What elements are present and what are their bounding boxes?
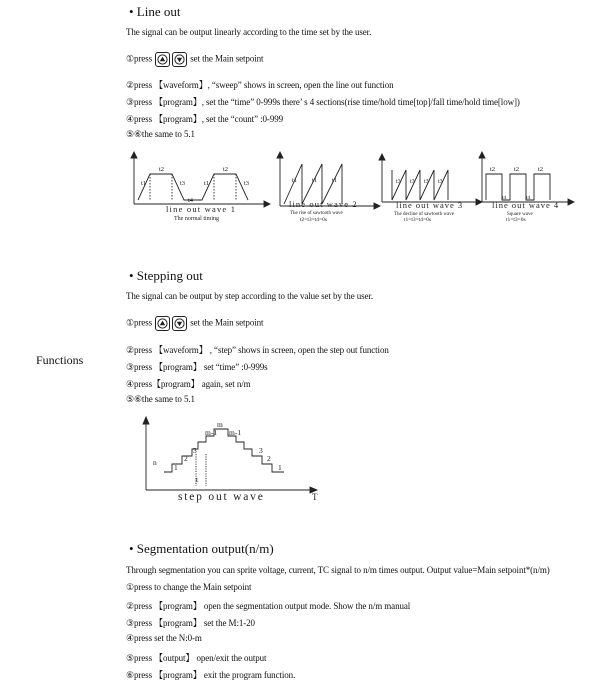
stepping-out-step-4: ④press【program】 again, set n/m [126, 379, 251, 389]
step-label: 3 [259, 446, 263, 455]
wave-1-label: t3 [244, 180, 250, 187]
wave-3-label: t3 [410, 179, 415, 185]
wave-4-label: t2 [538, 166, 544, 173]
wave-2-caption: The rise of sawtooth wave [290, 211, 343, 216]
step-1-suffix: set the Main setpoint [190, 53, 264, 64]
wave-1-title: line out wave 1 [166, 204, 237, 214]
step-out-diagram [136, 414, 326, 504]
step-out-axis-label: T [312, 492, 318, 502]
wave-4-label: t4 [502, 195, 507, 201]
step-label: 3 [193, 446, 197, 455]
line-out-step-5: ⑤⑥the same to 5.1 [126, 129, 195, 139]
wave-4-label: t2 [514, 166, 520, 173]
step-1-prefix: ①press [126, 53, 152, 64]
wave-4-caption: Square wave [507, 212, 533, 217]
step-label: 2 [184, 454, 188, 463]
step-label: m-1 [205, 428, 218, 437]
up-arrow-icon[interactable] [155, 316, 170, 331]
line-out-waves-diagram [124, 150, 584, 226]
step-label: 1 [278, 463, 282, 472]
wave-1-caption: The normal timing [174, 216, 219, 222]
segmentation-step-2: ②press 【program】 open the segmentation output mode. Show the n/m manual [126, 601, 411, 611]
line-out-step-2: ②press 【waveform】, “sweep” shows in screen, open the line out function [126, 80, 394, 90]
line-out-step-4: ④press 【program】, set the “count” :0-999 [126, 114, 284, 124]
stepping-out-step-5: ⑤⑥the same to 5.1 [126, 394, 195, 404]
wave-1-label: t2 [159, 166, 165, 173]
wave-1-label: t3 [180, 180, 186, 187]
wave-4-caption-2: t1=t3=0s [506, 217, 526, 223]
stepping-out-intro: The signal can be output by step according to the value set by the user. [126, 291, 373, 301]
functions-label: Functions [36, 353, 84, 367]
line-out-step-3: ③press 【program】, set the “time” 0-999s there’ s 4 sections(rise time/hold time[top]/fall time/hold time[low]) [126, 97, 520, 107]
wave-4-title: line out wave 4 [492, 200, 560, 210]
down-arrow-icon[interactable] [172, 52, 187, 67]
step-label: 1 [174, 463, 178, 472]
wave-2-caption-2: t2=t3=t4=0s [300, 217, 328, 223]
segmentation-intro: Through segmentation you can sprite voltage, current, TC signal to n/m times output. Output value=Main setpoint*(n/m) [126, 565, 550, 575]
wave-3-caption: The decline of sawtooth wave [394, 212, 454, 217]
segmentation-step-4: ④press set the N:0-m [126, 633, 202, 643]
step-label: m-1 [229, 428, 242, 437]
wave-3-caption-2: t1=t3=t4=0s [404, 217, 432, 223]
line-out-intro: The signal can be output linearly according to the time set by the user. [126, 27, 372, 37]
segmentation-heading: • Segmentation output(n/m) [129, 541, 274, 556]
wave-3-label: t3 [424, 179, 429, 185]
wave-4-label: t4 [526, 195, 531, 201]
segmentation-step-6: ⑥press 【program】 exit the program function. [126, 670, 296, 680]
wave-2-title: line out wave 2 [289, 199, 358, 209]
segmentation-step-5: ⑤press 【output】 open/exit the output [126, 653, 267, 663]
segmentation-step-3: ③press 【program】 set the M:1-20 [126, 618, 255, 628]
wave-1-label: t4 [188, 197, 194, 204]
segmentation-step-1: ①press to change the Main setpoint [126, 582, 252, 592]
wave-3-label: t3 [438, 179, 443, 185]
down-arrow-icon[interactable] [172, 316, 187, 331]
stepping-out-step-2: ②press 【waveform】 , “step” shows in screen, open the step out function [126, 345, 389, 355]
up-arrow-icon[interactable] [155, 52, 170, 67]
step-label: 2 [267, 454, 271, 463]
step-out-title: step out wave [178, 491, 265, 503]
wave-3-label: t3 [396, 179, 401, 185]
wave-1 [131, 152, 270, 207]
wave-2-label: t1 [312, 177, 318, 184]
wave-3-title: line out wave 3 [396, 200, 464, 210]
step-1-suffix: set the Main setpoint [190, 317, 264, 328]
wave-1-label: t2 [223, 166, 229, 173]
wave-3 [379, 154, 482, 205]
stepping-out-step-3: ③press 【program】 set “time” :0-999s [126, 362, 268, 372]
step-label: m [217, 420, 223, 429]
line-out-step-1 [126, 52, 263, 67]
stepping-out-step-1 [126, 316, 263, 331]
step-1-prefix: ①press [126, 317, 152, 328]
line-out-heading: • Line out [129, 4, 181, 19]
step-label: n [153, 458, 157, 467]
step-label: t [196, 475, 199, 484]
wave-2-label: t1 [292, 177, 298, 184]
wave-4-label: t2 [490, 166, 496, 173]
stepping-out-heading: • Stepping out [129, 268, 203, 283]
wave-1-label: t1 [141, 180, 147, 187]
wave-1-label: t1 [204, 180, 210, 187]
wave-2-label: t1 [332, 177, 338, 184]
